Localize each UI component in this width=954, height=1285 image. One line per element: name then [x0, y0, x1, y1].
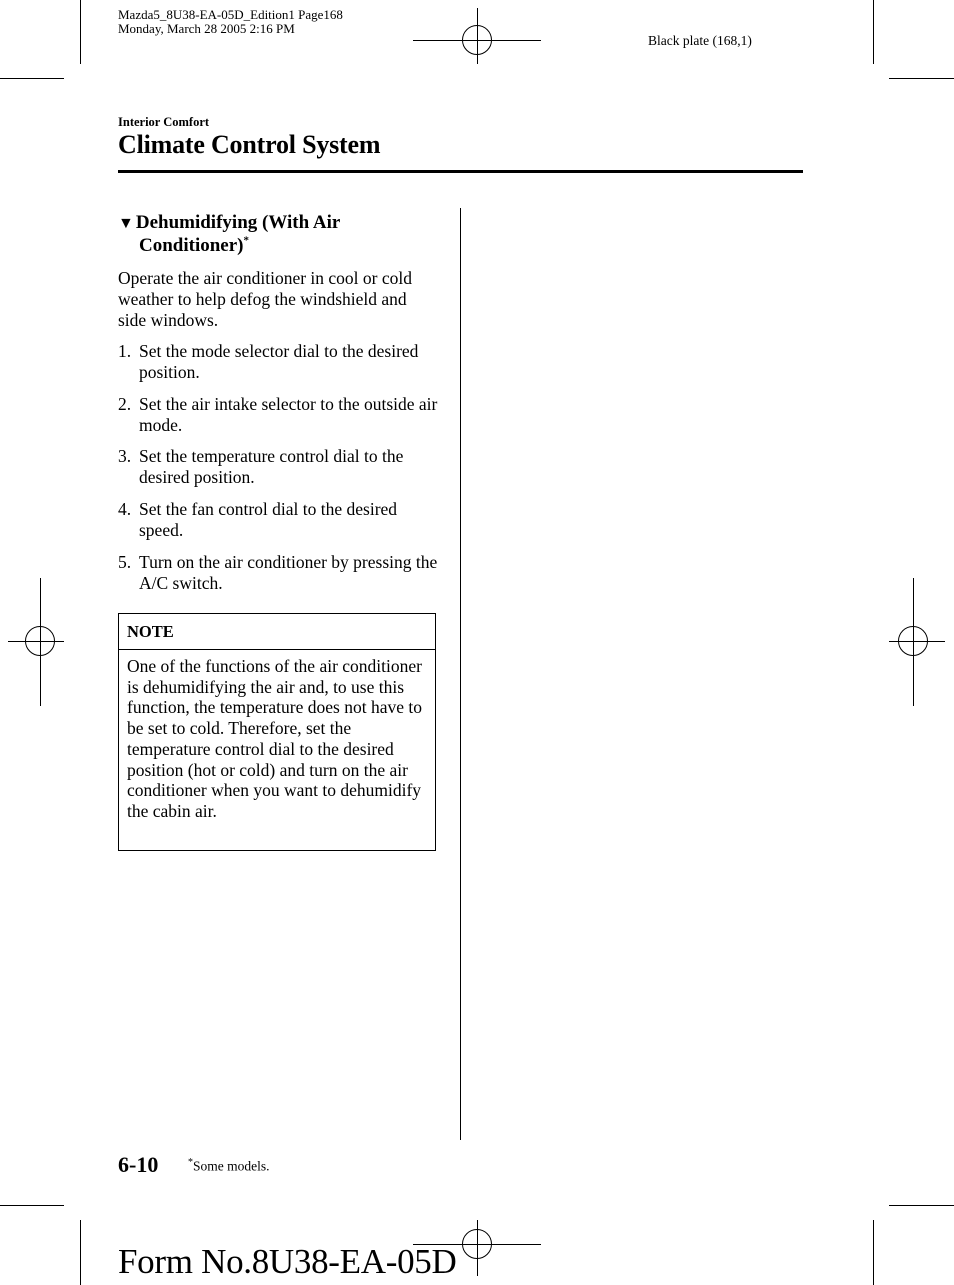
- step-text: Set the fan control dial to the desired speed.: [139, 499, 398, 540]
- section-heading: [118, 212, 438, 257]
- intro-paragraph: Operate the air conditioner in cool or cold weather to help defog the windshield and side windows.: [118, 268, 412, 330]
- crop-mark: [873, 0, 874, 64]
- print-info: [118, 8, 343, 36]
- step-number: 2.: [118, 394, 132, 414]
- note-box: [118, 613, 436, 851]
- model-star-icon: *: [243, 234, 249, 247]
- note-header: [119, 614, 435, 650]
- step-text: Turn on the air conditioner by pressing the A/C switch.: [139, 552, 438, 593]
- footnote: [188, 1157, 270, 1175]
- crop-mark: [889, 1205, 954, 1206]
- section-label: Interior Comfort: [118, 115, 210, 129]
- crop-mark: [0, 78, 64, 79]
- triangle-marker-icon: ▼: [118, 215, 134, 232]
- page-title: Climate Control System: [118, 130, 381, 159]
- step-number: 1.: [118, 341, 132, 361]
- heading-line-2: Conditioner): [139, 235, 244, 256]
- column-divider: [460, 208, 461, 1140]
- plate-label: Black plate (168,1): [648, 33, 752, 48]
- crop-mark: [80, 1220, 81, 1285]
- print-info-date: Monday, March 28 2005 2:16 PM: [118, 21, 295, 36]
- step-number: 3.: [118, 446, 132, 466]
- step-number: 4.: [118, 499, 132, 519]
- step-text: Set the air intake selector to the outside air mode.: [139, 394, 438, 435]
- heading-line-1: Dehumidifying (With Air: [135, 212, 341, 233]
- crop-mark: [0, 1205, 64, 1206]
- step-text: Set the mode selector dial to the desired position.: [139, 341, 419, 382]
- crop-mark: [889, 78, 954, 79]
- page-number: 6-10: [118, 1152, 159, 1177]
- title-rule: [118, 170, 803, 173]
- crop-mark: [80, 0, 81, 64]
- crop-mark: [873, 1220, 874, 1285]
- print-info-file: Mazda5_8U38-EA-05D_Edition1 Page168: [118, 7, 343, 22]
- footnote-star-icon: *: [188, 1157, 193, 1168]
- step-number: 5.: [118, 552, 132, 572]
- note-title: NOTE: [127, 622, 174, 641]
- step-text: Set the temperature control dial to the desired position.: [139, 446, 404, 487]
- note-text: One of the functions of the air conditioner is dehumidifying the air and, to use this function, the temperature does not have to be set to cold. Therefore, set the temperature control dial to the desired position (hot or cold) and turn on the air conditioner when you want to dehumidify the cabin air.: [127, 656, 422, 821]
- form-number: Form No.8U38-EA-05D: [118, 1242, 457, 1281]
- footnote-text: Some models.: [193, 1158, 270, 1174]
